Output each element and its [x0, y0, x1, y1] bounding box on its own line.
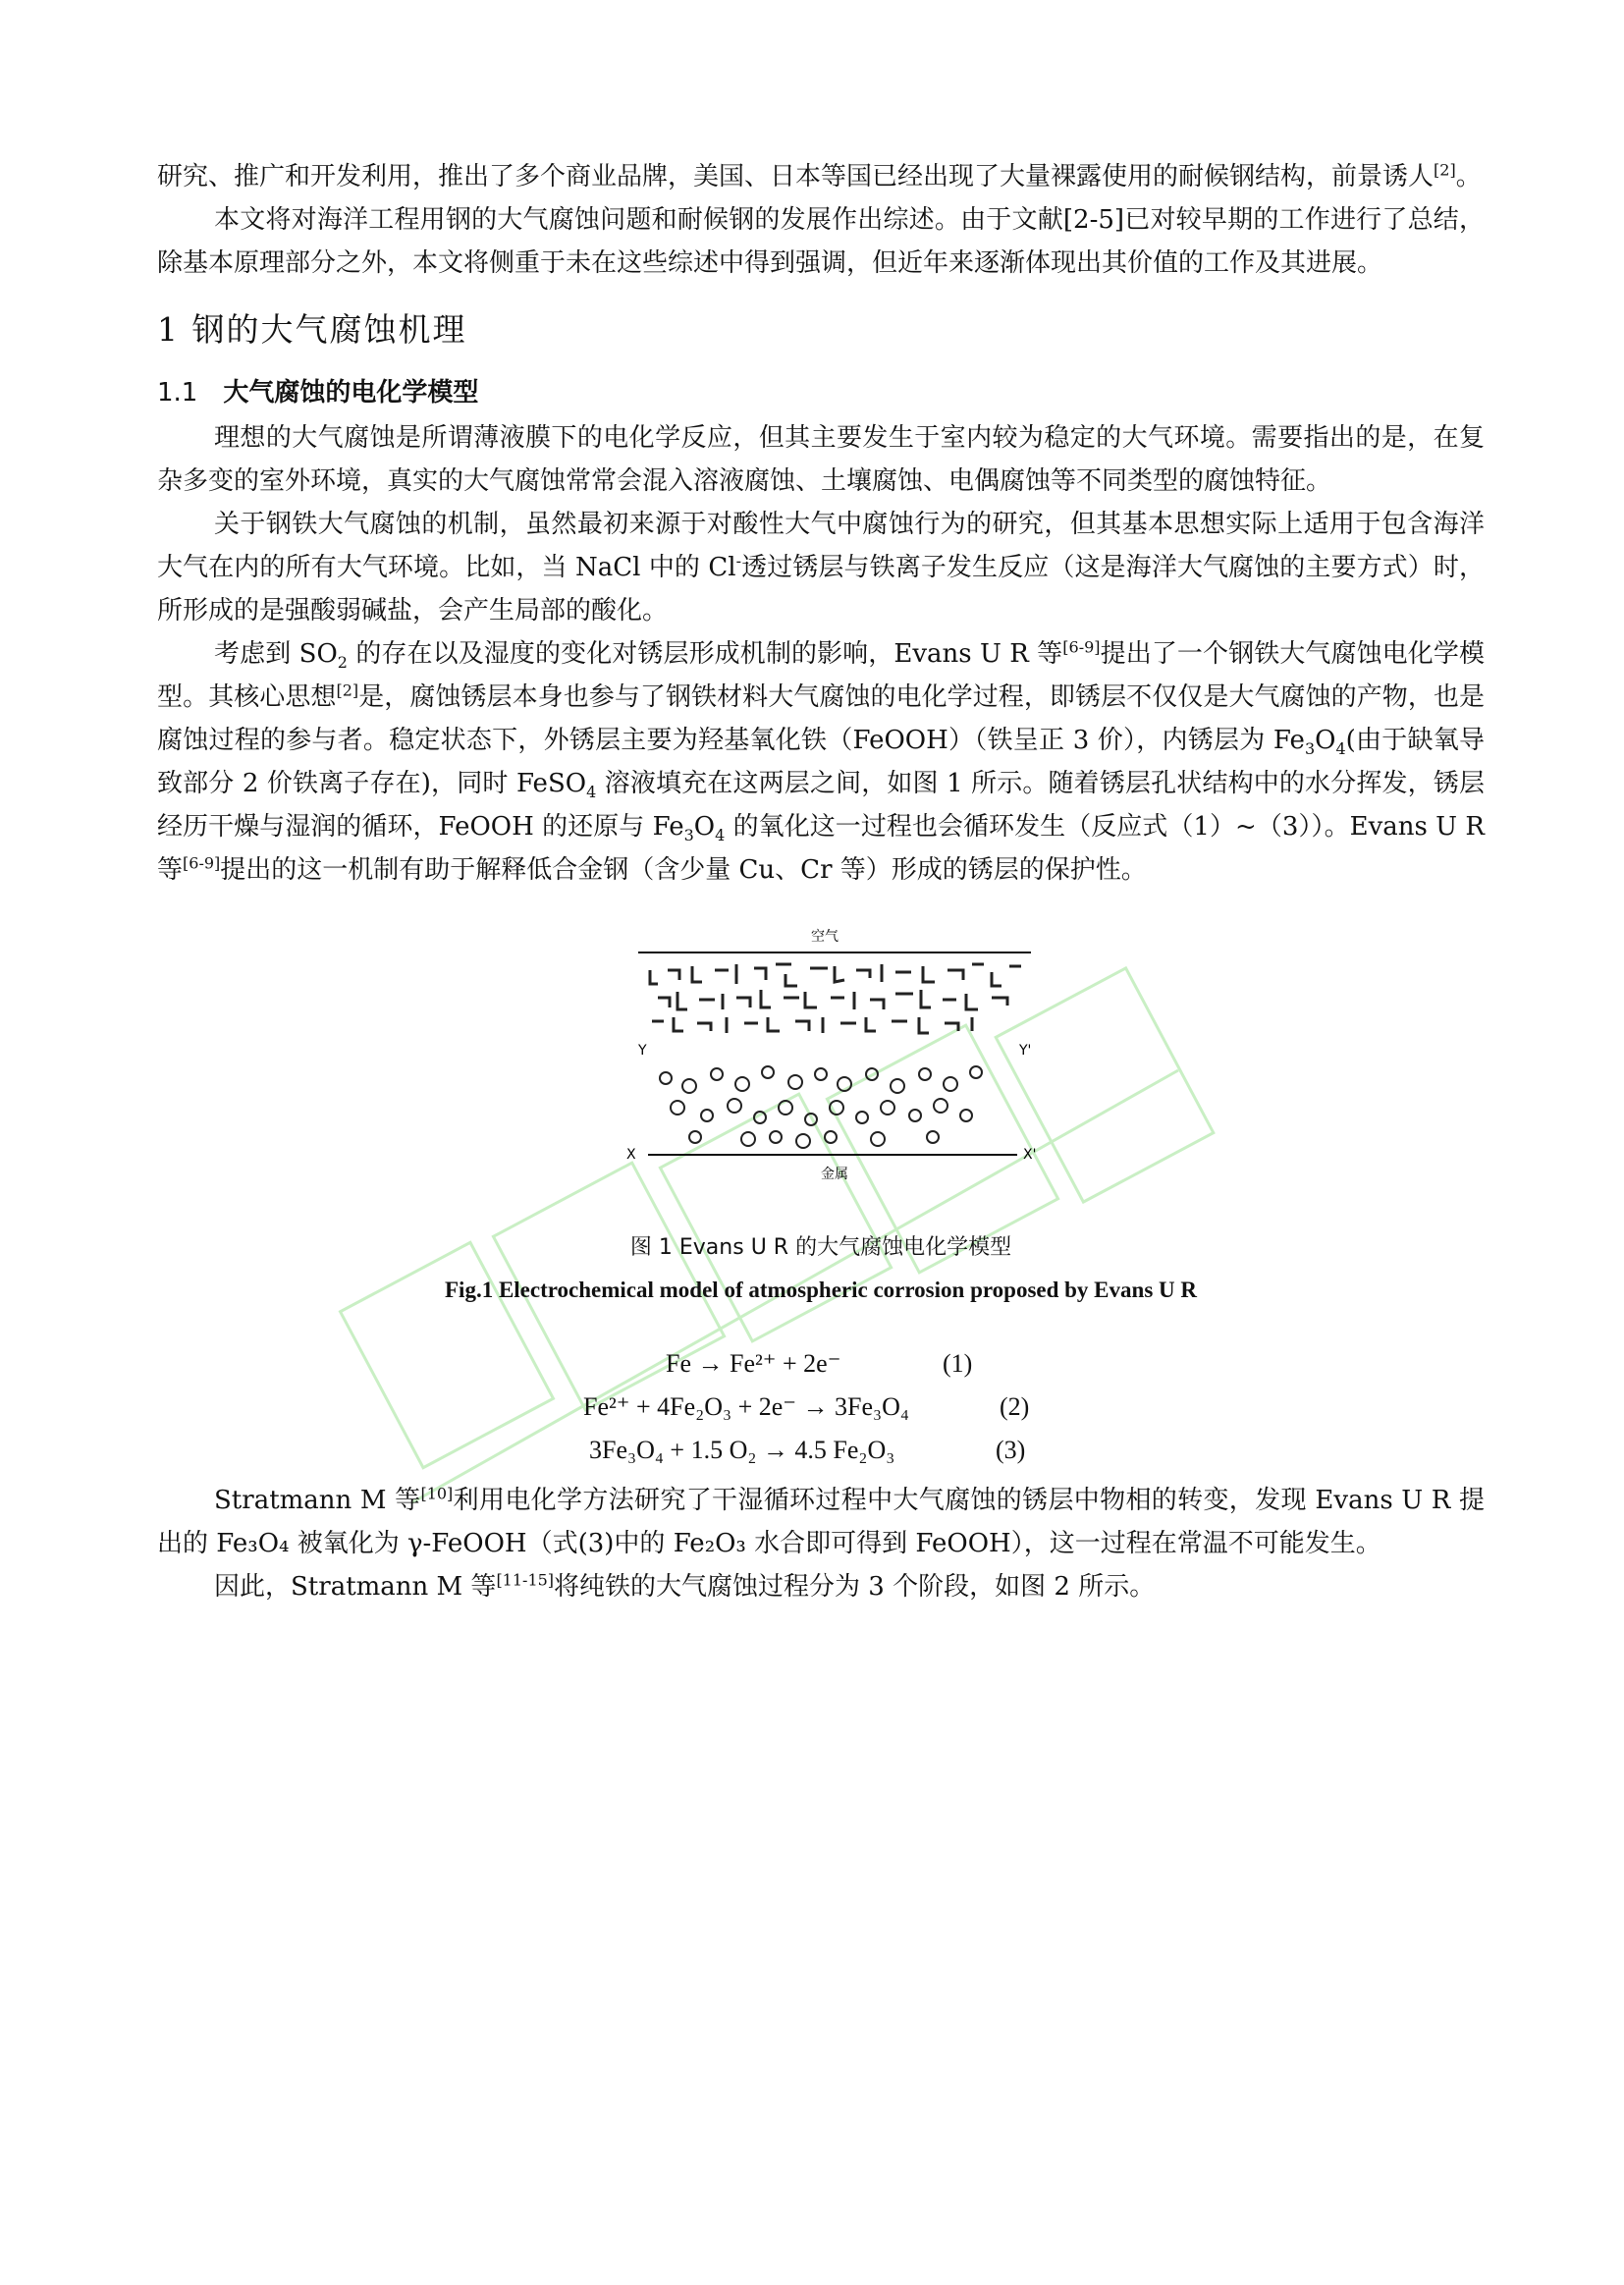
equations: [157, 1349, 1485, 1479]
intro-paragraph-2: 本文将对海洋工程用钢的大气腐蚀问题和耐候钢的发展作出综述。由于文献[2-5]已对较早期的工作进行了总结，除基本原理部分之外，本文将侧重于未在这些综述中得到强调，但近年来逐渐体现出其价值的工作及其进展。: [157, 205, 1485, 278]
equation-number: (3): [996, 1436, 1026, 1464]
equation-expression: Fe → Fe²⁺ + 2e⁻: [666, 1349, 841, 1378]
equation-expression: Fe²⁺ + 4Fe₂O₃ + 2e⁻ → 3Fe₃O₄: [583, 1392, 909, 1421]
figure-1-caption-en: Fig.1 Electrochemical model of atmospheric corrosion proposed by Evans U R: [445, 1278, 1197, 1302]
intro-paragraph-1: 研究、推广和开发利用，推出了多个商业品牌，美国、日本等国已经出现了大量裸露使用的耐候钢结构，前景诱人[2]。: [157, 160, 1482, 191]
equation-number: (1): [943, 1349, 973, 1378]
section-paragraph-2: 关于钢铁大气腐蚀的机制，虽然最初来源于对酸性大气中腐蚀行为的研究，但其基本思想实际上适用于包含海洋大气在内的所有大气环境。比如，当 NaCl 中的 Cl-透过锈层与铁离子发生反应（这是海洋大气腐蚀的主要方式）时，所形成的是强酸弱碱盐，会产生局部的酸化。: [157, 510, 1485, 626]
inner-rust-particles: [660, 1066, 982, 1148]
section-title: 1 钢的大气腐蚀机理: [157, 310, 467, 349]
label-x-prime: X': [1023, 1147, 1037, 1163]
after-paragraph-2: 因此，Stratmann M 等[11-15]将纯铁的大气腐蚀过程分为 3 个阶段，如图 2 所示。: [214, 1570, 1156, 1602]
label-air: 空气: [811, 929, 839, 945]
label-y: Y: [638, 1043, 647, 1059]
equation-expression: 3Fe₃O₄ + 1.5 O₂ → 4.5 Fe₂O₃: [589, 1436, 895, 1464]
article-content: [157, 155, 1485, 1608]
after-paragraph-1: Stratmann M 等[10]利用电化学方法研究了干湿循环过程中大气腐蚀的锈层中物相的转变，发现 Evans U R 提出的 Fe₃O₄ 被氧化为 γ-FeOOH（式(3)中的 Fe₂O₃ 水合即可得到 FeOOH），这一过程在常温不可能发生。: [157, 1484, 1485, 1558]
label-metal: 金属: [821, 1167, 848, 1182]
section-paragraph-3: 考虑到 $SO_2$ 的存在以及湿度的变化对锈层形成机制的影响，Evans U R 等[6-9]提出了一个钢铁大气腐蚀电化学模型。其核心思想[2]是，腐蚀锈层本身也参与了钢铁材料大气腐蚀的电化学过程，即锈层不仅仅是大气腐蚀的产物，也是腐蚀过程的参与者。稳定状态下，外锈层主要为羟基氧化铁（FeOOH）（铁呈正 3 价），内锈层为 $Fe_3O_4$(由于缺氧导致部分 2 价铁离子存在)，同时 FeSO$_4$ 溶液填充在这两层之间，如图 1 所示。随着锈层孔状结构中的水分挥发，锈层经历干燥与湿润的循环，FeOOH 的还原与 $Fe_3O_4$ 的氧化这一过程也会循环发生（反应式（1）~（3））。Evans U R 等[6-9]提出的这一机制有助于解释低合金钢（含少量 Cu、Cr 等）形成的锈层的保护性。: [157, 637, 1485, 885]
label-x: X: [626, 1147, 636, 1163]
section-paragraph-1: 理想的大气腐蚀是所谓薄液膜下的电化学反应，但其主要发生于室内较为稳定的大气环境。需要指出的是，在复杂多变的室外环境，真实的大气腐蚀常常会混入溶液腐蚀、土壤腐蚀、电偶腐蚀等不同类型的腐蚀特征。: [157, 423, 1485, 496]
equation-3: [157, 1436, 1485, 1479]
label-y-prime: Y': [1019, 1043, 1032, 1059]
equation-2: [157, 1392, 1485, 1436]
figure-1-caption-cn: 图 1 Evans U R 的大气腐蚀电化学模型: [629, 1235, 1012, 1260]
equation-1: [157, 1349, 1485, 1392]
figure-1-diagram: [626, 919, 1037, 1184]
equation-number: (2): [1000, 1392, 1030, 1421]
subsection-title: 1.1 大气腐蚀的电化学模型: [157, 378, 479, 408]
figure-1: [157, 919, 1485, 1214]
outer-rust-flakes: [650, 964, 1021, 1033]
